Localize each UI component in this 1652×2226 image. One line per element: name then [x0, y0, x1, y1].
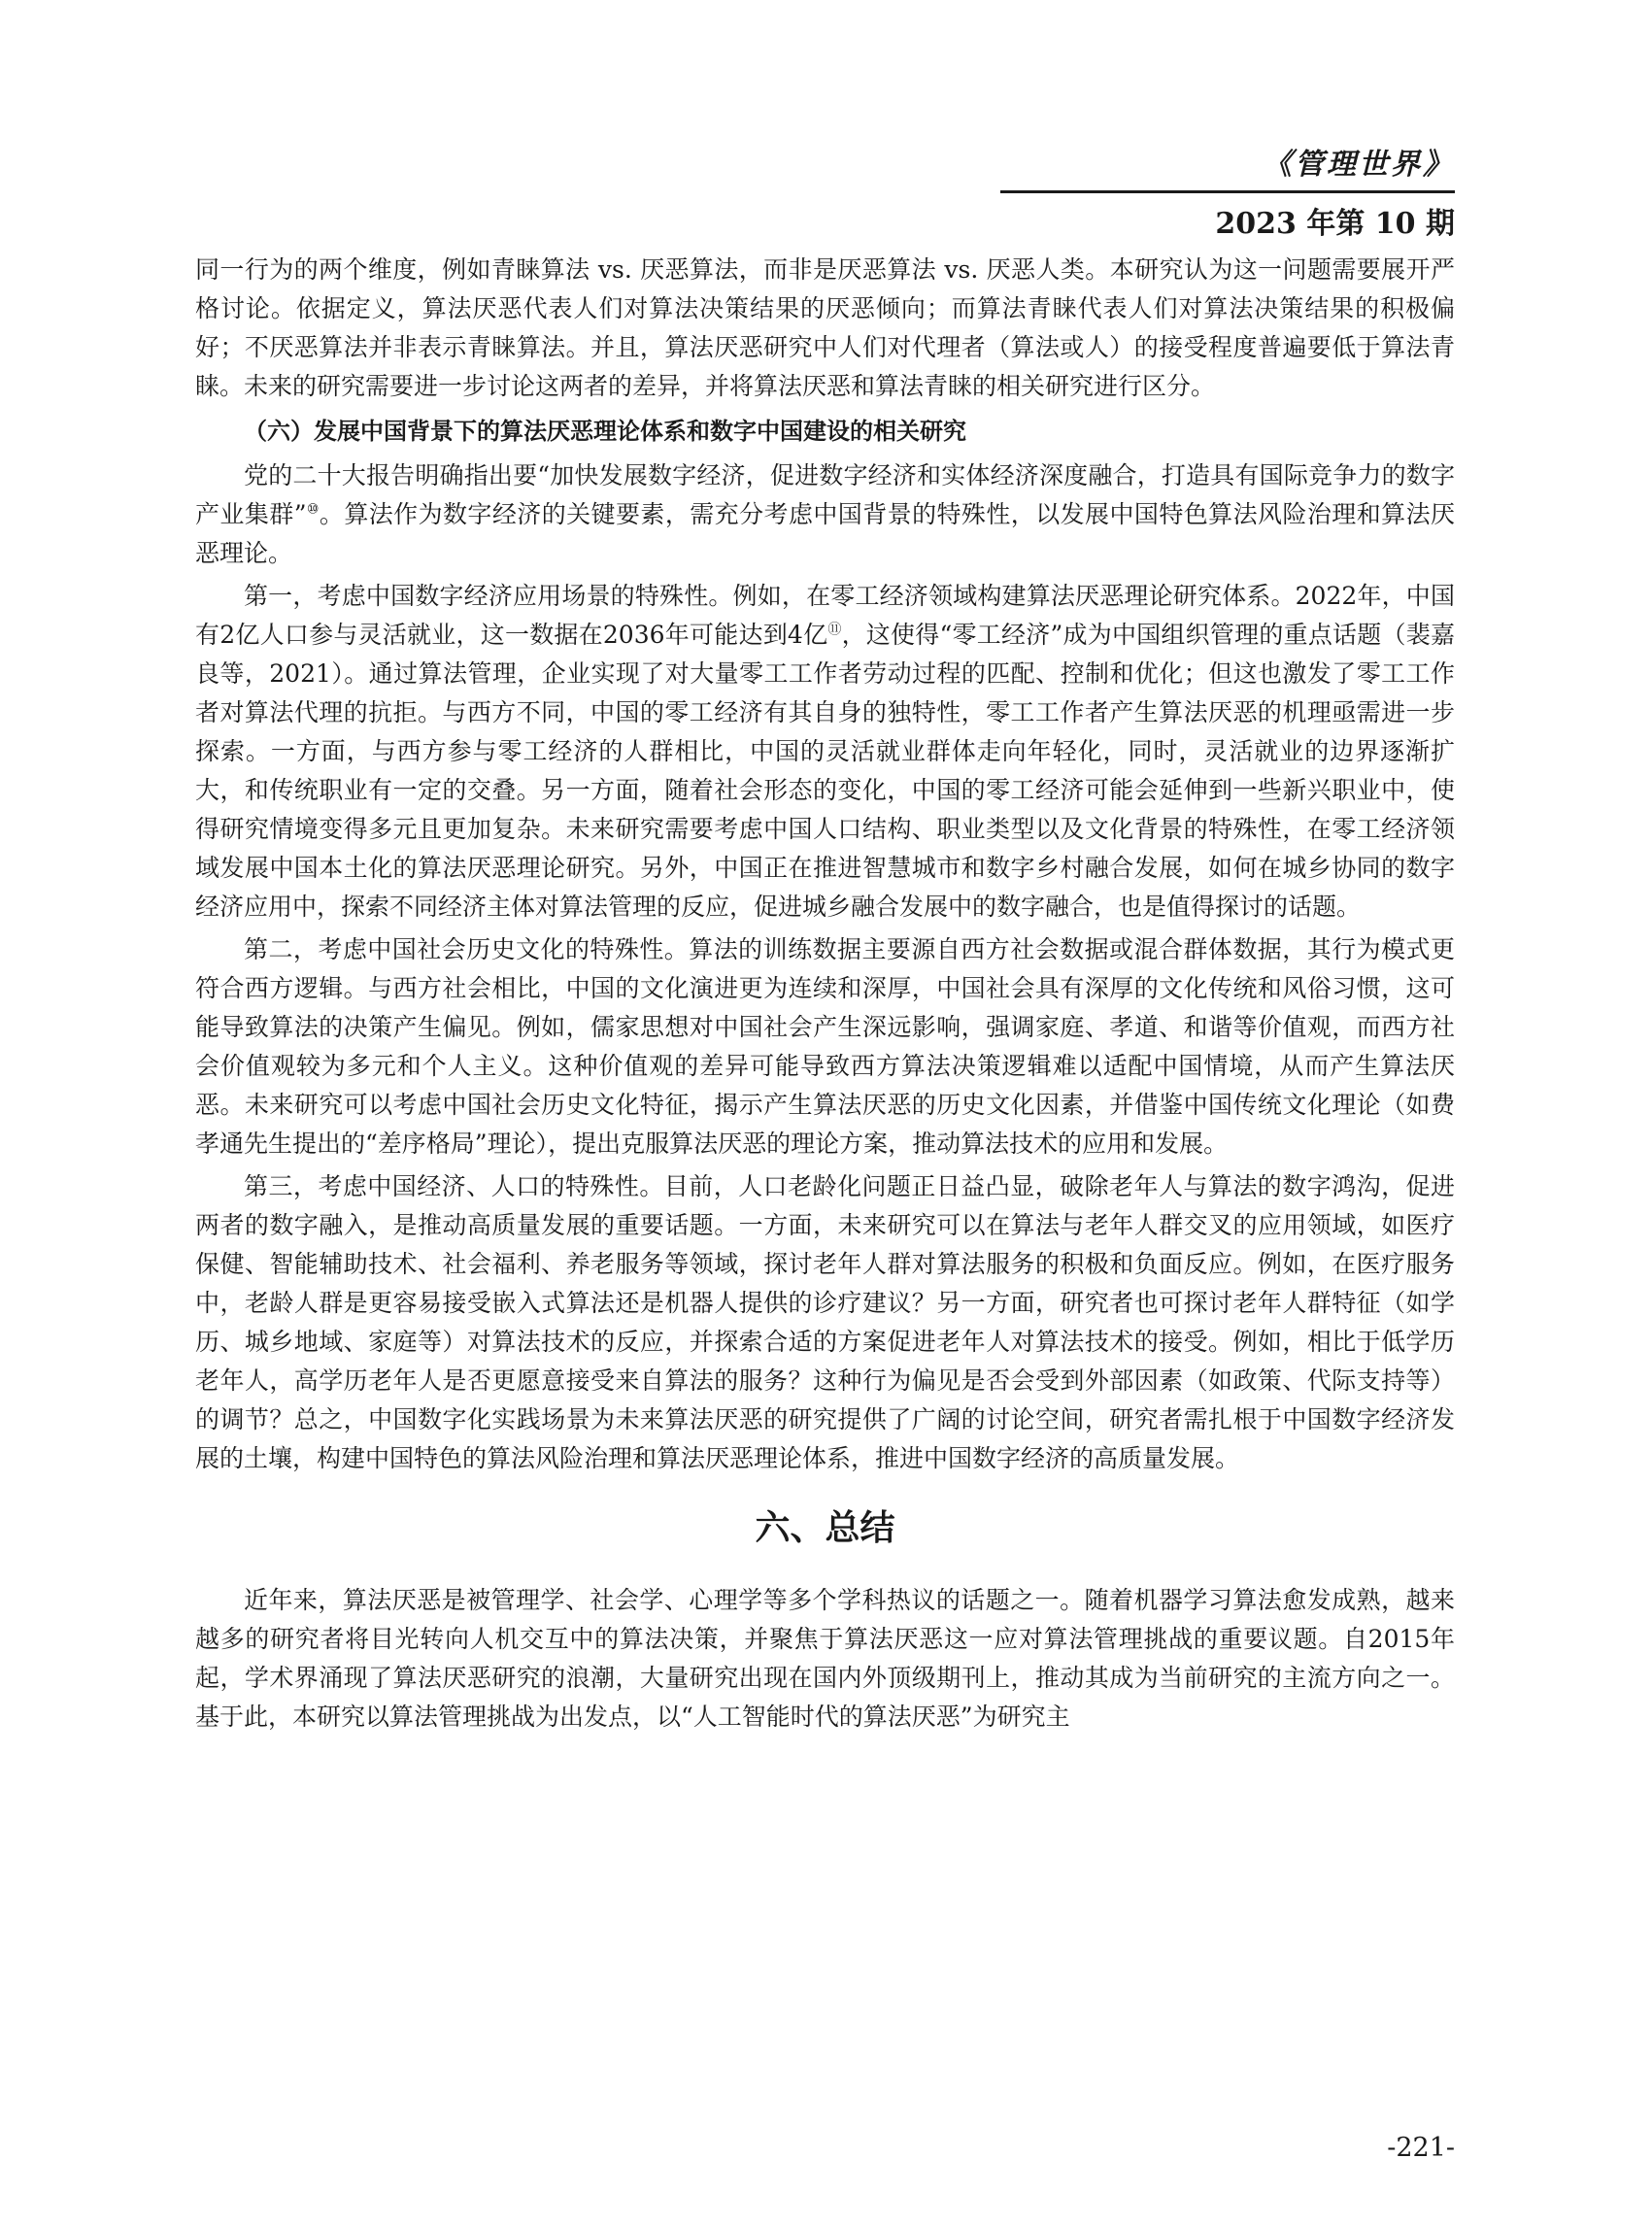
- section-heading: 六、总结: [755, 1508, 895, 1548]
- article-body: [195, 251, 1455, 1740]
- paragraph-first-point: [195, 577, 1455, 927]
- paragraph-conclusion: 近年来，算法厌恶是被管理学、社会学、心理学等多个学科热议的话题之一。随着机器学习算法愈发成熟，越来越多的研究者将目光转向人机交互中的算法决策，并聚焦于算法厌恶这一应对算法管理挑战的重要议题。自2015年起，学术界涌现了算法厌恶研究的浪潮，大量研究出现在国内外顶级期刊上，推动其成为当前研究的主流方向之一。基于此，本研究以算法管理挑战为出发点，以“人工智能时代的算法厌恶”为研究主: [195, 1586, 1455, 1731]
- paragraph-text: 党的二十大报告明确指出要“加快发展数字经济，促进数字经济和实体经济深度融合，打造具有国际竞争力的数字产业集群”: [195, 461, 1455, 528]
- paragraph-second-point: 第二，考虑中国社会历史文化的特殊性。算法的训练数据主要源自西方社会数据或混合群体数据，其行为模式更符合西方逻辑。与西方社会相比，中国的文化演进更为连续和深厚，中国社会具有深厚的文化传统和风俗习惯，这可能导致算法的决策产生偏见。例如，儒家思想对中国社会产生深远影响，强调家庭、孝道、和谐等价值观，而西方社会价值观较为多元和个人主义。这种价值观的差异可能导致西方算法决策逻辑难以适配中国情境，从而产生算法厌恶。未来研究可以考虑中国社会历史文化特征，揭示产生算法厌恶的历史文化因素，并借鉴中国传统文化理论（如费孝通先生提出的“差序格局”理论），提出克服算法厌恶的理论方案，推动算法技术的应用和发展。: [195, 935, 1455, 1158]
- journal-title: 《管理世界》: [1263, 148, 1455, 182]
- page-number: -221-: [1387, 2133, 1455, 2163]
- footnote-marker: ⑩: [306, 501, 320, 518]
- paragraph-text: 。算法作为数字经济的关键要素，需充分考虑中国背景的特殊性，以发展中国特色算法风险治理和算法厌恶理论。: [195, 500, 1455, 567]
- running-header: [1000, 146, 1455, 244]
- footnote-marker: ⑪: [827, 622, 842, 638]
- subsection-heading: （六）发展中国背景下的算法厌恶理论体系和数字中国建设的相关研究: [244, 418, 966, 445]
- paragraph-text: ，这使得“零工经济”成为中国组织管理的重点话题（裴嘉良等，2021）。通过算法管理，企业实现了对大量零工工作者劳动过程的匹配、控制和优化；但这也激发了零工工作者对算法代理的抗拒。与西方不同，中国的零工经济有其自身的独特性，零工工作者产生算法厌恶的机理亟需进一步探索。一方面，与西方参与零工经济的人群相比，中国的灵活就业群体走向年轻化，同时，灵活就业的边界逐渐扩大，和传统职业有一定的交叠。另一方面，随着社会形态的变化，中国的零工经济可能会延伸到一些新兴职业中，使得研究情境变得多元且更加复杂。未来研究需要考虑中国人口结构、职业类型以及文化背景的特殊性，在零工经济领域发展中国本土化的算法厌恶理论研究。另外，中国正在推进智慧城市和数字乡村融合发展，如何在城乡协同的数字经济应用中，探索不同经济主体对算法管理的反应，促进城乡融合发展中的数字融合，也是值得探讨的话题。: [195, 621, 1456, 921]
- header-rule: [1000, 190, 1455, 193]
- paragraph-third-point: 第三，考虑中国经济、人口的特殊性。目前，人口老龄化问题正日益凸显，破除老年人与算法的数字鸿沟，促进两者的数字融入，是推动高质量发展的重要话题。一方面，未来研究可以在算法与老年人群交叉的应用领域，如医疗保健、智能辅助技术、社会福利、养老服务等领域，探讨老年人群对算法服务的积极和负面反应。例如，在医疗服务中，老龄人群是更容易接受嵌入式算法还是机器人提供的诊疗建议？另一方面，研究者也可探讨老年人群特征（如学历、城乡地域、家庭等）对算法技术的反应，并探索合适的方案促进老年人对算法技术的接受。例如，相比于低学历老年人，高学历老年人是否更愿意接受来自算法的服务？这种行为偏见是否会受到外部因素（如政策、代际支持等）的调节？总之，中国数字化实践场景为未来算法厌恶的研究提供了广阔的讨论空间，研究者需扎根于中国数字经济发展的土壤，构建中国特色的算法风险治理和算法厌恶理论体系，推进中国数字经济的高质量发展。: [195, 1172, 1455, 1472]
- issue-label: 2023 年第 10 期: [1215, 207, 1455, 241]
- paragraph-continued: 同一行为的两个维度，例如青睐算法 vs. 厌恶算法，而非是厌恶算法 vs. 厌恶人类。本研究认为这一问题需要展开严格讨论。依据定义，算法厌恶代表人们对算法决策结果的厌恶倾向；而算法青睐代表人们对算法决策结果的积极偏好；不厌恶算法并非表示青睐算法。并且，算法厌恶研究中人们对代理者（算法或人）的接受程度普遍要低于算法青睐。未来的研究需要进一步讨论这两者的差异，并将算法厌恶和算法青睐的相关研究进行区分。: [195, 255, 1455, 400]
- paragraph-digital-economy: [195, 456, 1455, 573]
- paragraph-text: 第一，考虑中国数字经济应用场景的特殊性。例如，在零工经济领域构建算法厌恶理论研究体系。2022年，中国有2亿人口参与灵活就业，这一数据在2036年可能达到4亿: [195, 582, 1455, 649]
